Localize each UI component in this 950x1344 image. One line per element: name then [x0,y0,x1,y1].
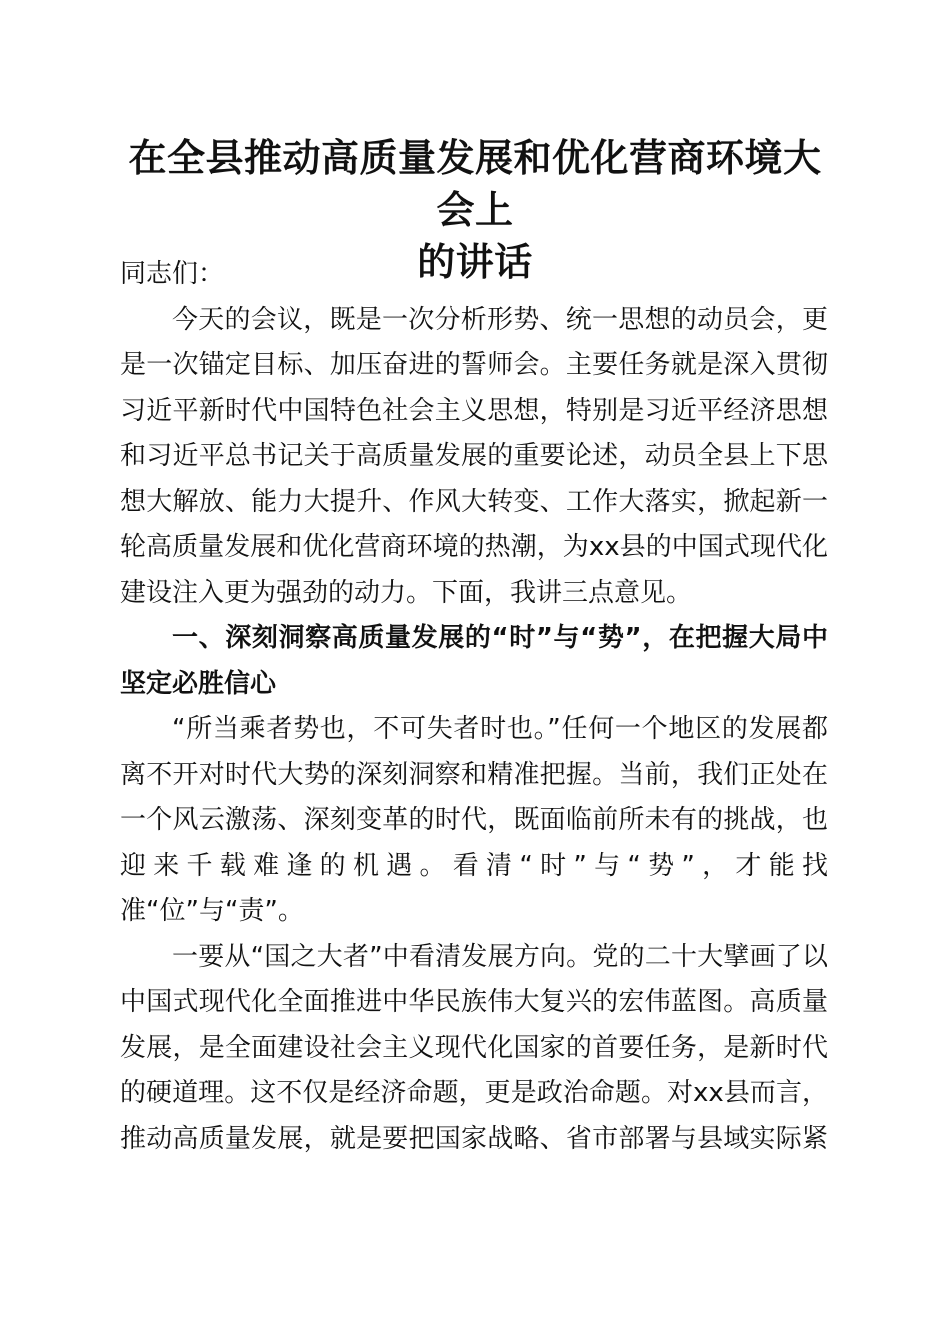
section-heading-1: 一、深刻洞察高质量发展的“时”与“势”，在把握大局中坚定必胜信心 [120,623,828,699]
document-body [120,252,828,1162]
paragraph-opening: 今天的会议，既是一次分析形势、统一思想的动员会，更是一次锚定目标、加压奋进的誓师会。主要任务就是深入贯彻习近平新时代中国特色社会主义思想，特别是习近平经济思想和习近平总书记关于高质量发展的重要论述，动员全县上下思想大解放、能力大提升、作风大转变、工作大落实，掀起新一轮高质量发展和优化营商环境的热潮，为xx县的中国式现代化建设注入更为强劲的动力。下面，我讲三点意见。 [120,304,828,608]
paragraph-time-and-trend: “所当乘者势也，不可失者时也。”任何一个地区的发展都离不开对时代大势的深刻洞察和精准把握。当前，我们正处在一个风云激荡、深刻变革的时代，既面临前所未有的挑战，也迎来千载难逢的机遇。看清“时”与“势”，才能找准“位”与“责”。 [120,714,828,926]
title-line-2: 的讲话 [417,239,533,284]
salutation: 同志们： [120,259,225,289]
paragraph-development-direction: 一要从“国之大者”中看清发展方向。党的二十大擘画了以中国式现代化全面推进中华民族伟大复兴的宏伟蓝图。高质量发展，是全面建设社会主义现代化国家的首要任务，是新时代的硬道理。这不仅是经济命题，更是政治命题。对xx县而言，推动高质量发展，就是要把国家战略、省市部署与县域实际紧 [120,941,828,1154]
title-line-1: 在全县推动高质量发展和优化营商环境大会上 [128,135,822,232]
